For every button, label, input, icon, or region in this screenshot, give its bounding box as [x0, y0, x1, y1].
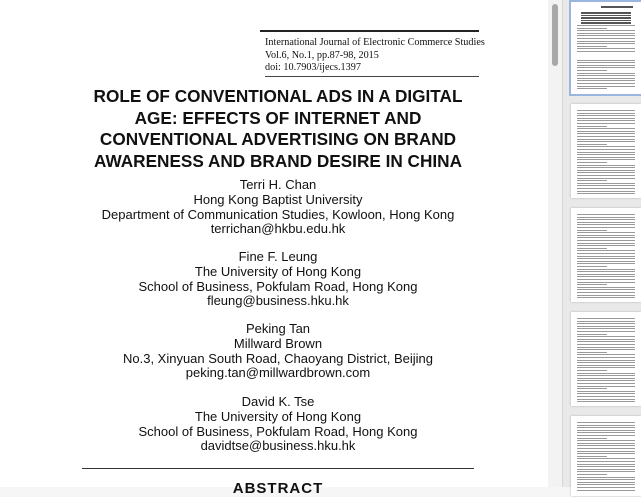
- thumbnail-text-line: [577, 110, 635, 111]
- author-address: No.3, Xinyuan South Road, Chaoyang District, Beijing: [122, 350, 433, 366]
- journal-header: [260, 30, 485, 77]
- thumbnail-text-line: [577, 253, 635, 254]
- thumbnail-text-line: [577, 284, 607, 285]
- thumbnail-text-line: [577, 193, 635, 194]
- thumbnail-text-line: [577, 393, 635, 394]
- thumbnail-text-line: [577, 440, 635, 441]
- thumbnail-text-line: [577, 123, 635, 124]
- thumbnail-text-line: [577, 80, 635, 81]
- thumbnail-text-line: [577, 131, 635, 132]
- thumbnail-text-line: [577, 422, 635, 423]
- thumbnail-text-line: [577, 339, 635, 340]
- thumbnail-text-line: [577, 391, 635, 392]
- thumbnail-text-line: [577, 152, 635, 153]
- thumbnail-text-line: [577, 378, 635, 379]
- abstract-heading: ABSTRACT: [232, 480, 324, 497]
- thumbnail-text-line: [577, 279, 635, 280]
- thumbnail-text-line: [577, 230, 607, 231]
- thumbnail-text-line: [577, 159, 635, 160]
- page-thumbnail-1[interactable]: [571, 2, 641, 94]
- thumbnail-text-line: [577, 250, 635, 251]
- thumbnail-text-line: [577, 30, 635, 31]
- title-line: AGE: EFFECTS OF INTERNET AND: [134, 107, 422, 128]
- author-name: Fine F. Leung: [238, 249, 318, 264]
- thumbnail-text-line: [577, 448, 635, 449]
- thumbnail-text-line: [577, 65, 635, 66]
- thumbnail-text-line: [577, 399, 635, 400]
- thumbnail-text-line: [577, 357, 635, 358]
- title-line: CONVENTIONAL ADVERTISING ON BRAND: [99, 129, 457, 149]
- thumbnail-text-line: [577, 258, 635, 259]
- author-block: [60, 250, 496, 309]
- author-address: School of Business, Pokfulam Road, Hong Kong: [138, 278, 418, 294]
- thumbnail-text-line: [577, 461, 635, 462]
- thumbnail-text-line: [577, 146, 635, 147]
- thumbnail-text-line: [577, 401, 635, 402]
- thumbnail-text-line: [577, 479, 635, 480]
- author-email: terrichan@hkbu.edu.hk: [210, 221, 346, 237]
- thumbnail-text-line: [577, 227, 635, 228]
- thumbnail-text-line: [577, 331, 635, 332]
- thumbnail-text-line: [577, 256, 635, 257]
- thumbnail-text-line: [577, 471, 635, 472]
- journal-name: International Journal of Electronic Commerce Studies: [265, 37, 485, 48]
- thumbnail-text-line: [577, 477, 635, 478]
- thumbnail-text-line: [577, 172, 635, 173]
- thumbnail-text-line: [577, 180, 607, 181]
- author-address: School of Business, Pokfulam Road, Hong Kong: [138, 423, 418, 439]
- thumbnail-text-line: [577, 443, 635, 444]
- thumbnail-text-line: [577, 365, 635, 366]
- thumbnail-text-line: [577, 383, 635, 384]
- thumbnail-text-line: [577, 141, 635, 142]
- thumbnail-text-line: [577, 386, 635, 387]
- thumbnail-text-line: [577, 73, 635, 74]
- thumbnail-text-line: [577, 297, 635, 298]
- thumbnail-text-line: [577, 175, 635, 176]
- page-thumbnail-3[interactable]: [571, 208, 641, 302]
- author-affiliation: The University of Hong Kong: [194, 263, 362, 279]
- thumbnail-text-line: [577, 170, 635, 171]
- page-thumbnail-2[interactable]: [571, 104, 641, 198]
- thumbnail-text-line: [577, 235, 635, 236]
- thumbnail-text-line: [577, 282, 635, 283]
- thumbnail-text-line: [577, 344, 635, 345]
- thumbnail-text-line: [577, 83, 635, 84]
- thumbnail-text-line: [577, 48, 635, 49]
- thumbnail-text-line: [577, 224, 635, 225]
- thumbnail-text-line: [577, 482, 635, 483]
- thumbnail-text-line: [577, 373, 635, 374]
- thumbnail-text-line: [577, 370, 607, 371]
- thumbnail-text-line: [581, 20, 631, 22]
- thumbnail-text-line: [577, 328, 635, 329]
- thumbnail-text-line: [581, 22, 631, 24]
- thumbnail-text-line: [577, 425, 635, 426]
- paper-title: [60, 86, 496, 172]
- thumbnail-text-line: [577, 318, 635, 319]
- thumbnail-text-line: [577, 219, 635, 220]
- thumbnail-text-line: [577, 466, 635, 467]
- author-email: peking.tan@millwardbrown.com: [185, 365, 371, 381]
- thumbnail-text-line: [577, 352, 607, 353]
- section-divider: [82, 468, 474, 469]
- thumbnail-text-line: [577, 289, 635, 290]
- thumbnail-text-line: [577, 274, 635, 275]
- author-email: davidtse@business.hku.hk: [200, 438, 356, 454]
- thumbnail-text-line: [577, 41, 635, 42]
- thumbnail-text-line: [581, 12, 631, 14]
- thumbnail-text-line: [577, 133, 635, 134]
- thumbnail-text-line: [577, 60, 635, 61]
- thumbnail-text-line: [577, 362, 635, 363]
- thumbnail-text-line: [577, 445, 635, 446]
- thumbnail-text-line: [577, 113, 635, 114]
- thumbnail-text-line: [581, 17, 631, 19]
- thumbnail-text-line: [577, 51, 635, 52]
- thumbnail-text-line: [577, 464, 635, 465]
- page-thumbnail-sidebar: [562, 0, 641, 487]
- thumbnail-text-line: [577, 396, 635, 397]
- author-block: [60, 395, 496, 454]
- thumbnail-text-line: [577, 139, 635, 140]
- thumbnail-text-line: [577, 46, 607, 47]
- author-email: fleung@business.hku.hk: [207, 293, 349, 309]
- title-line: AWARENESS AND BRAND DESIRE IN CHINA: [94, 150, 462, 171]
- thumbnail-text-line: [577, 427, 635, 428]
- thumbnail-text-line: [577, 118, 635, 119]
- thumbnail-text-line: [577, 191, 635, 192]
- thumbnail-text-line: [577, 120, 635, 121]
- thumbnail-text-line: [577, 188, 635, 189]
- thumbnail-text-line: [577, 484, 635, 485]
- thumbnail-text-line: [577, 33, 635, 34]
- thumbnail-text-line: [577, 341, 635, 342]
- journal-doi: doi: 10.7903/ijecs.1397: [265, 62, 361, 73]
- author-block: [60, 178, 496, 237]
- thumbnail-text-line: [577, 28, 607, 29]
- thumbnail-text-line: [577, 490, 635, 491]
- thumbnail-text-line: [577, 232, 635, 233]
- thumbnail-text-line: [577, 217, 635, 218]
- thumbnail-text-line: [577, 240, 635, 241]
- thumbnail-text-line: [577, 243, 635, 244]
- thumbnail-text-line: [577, 336, 635, 337]
- thumbnail-text-line: [577, 149, 635, 150]
- title-line: ROLE OF CONVENTIONAL ADS IN A DIGITAL: [93, 86, 463, 106]
- thumbnail-text-line: [577, 67, 635, 68]
- thumbnail-text-line: [577, 487, 635, 488]
- author-affiliation: The University of Hong Kong: [194, 408, 362, 424]
- thumbnail-text-line: [577, 474, 607, 475]
- thumbnail-text-line: [577, 354, 635, 355]
- thumbnail-text-line: [577, 214, 635, 215]
- thumbnail-text-line: [577, 269, 635, 270]
- author-affiliation: Millward Brown: [233, 335, 323, 351]
- thumbnail-text-line: [577, 162, 607, 163]
- thumbnail-text-line: [577, 375, 635, 376]
- thumbnail-text-line: [577, 154, 635, 155]
- thumbnail-text-line: [577, 458, 635, 459]
- thumbnail-text-line: [577, 451, 635, 452]
- author-name: David K. Tse: [241, 394, 315, 409]
- journal-volume: Vol.6, No.1, pp.87-98, 2015: [265, 49, 379, 61]
- thumbnail-text-line: [577, 321, 635, 322]
- thumbnail-text-line: [577, 35, 635, 36]
- thumbnail-text-line: [577, 88, 607, 89]
- thumbnail-text-line: [577, 349, 635, 350]
- thumbnail-text-line: [577, 326, 635, 327]
- thumbnail-text-line: [577, 128, 635, 129]
- thumbnail-text-line: [577, 25, 635, 26]
- thumbnail-text-line: [577, 432, 635, 433]
- thumbnail-text-line: [577, 70, 607, 71]
- thumbnail-text-line: [577, 126, 607, 127]
- thumbnail-text-line: [577, 115, 635, 116]
- thumbnail-text-line: [577, 334, 607, 335]
- thumbnail-text-line: [577, 271, 635, 272]
- thumbnail-text-line: [577, 183, 635, 184]
- thumbnail-text-line: [577, 261, 635, 262]
- thumbnail-text-line: [577, 456, 607, 457]
- thumbnail-text-line: [577, 86, 635, 87]
- scrollbar-thumb[interactable]: [552, 4, 558, 66]
- thumbnail-text-line: [601, 6, 633, 8]
- thumbnail-text-line: [577, 38, 635, 39]
- thumbnail-text-line: [577, 185, 635, 186]
- thumbnail-text-line: [577, 62, 635, 63]
- author-name: Peking Tan: [245, 321, 311, 336]
- thumbnail-text-line: [577, 360, 635, 361]
- thumbnail-text-line: [581, 15, 631, 17]
- thumbnail-text-line: [577, 276, 635, 277]
- author-name: Terri H. Chan: [239, 177, 317, 192]
- thumbnail-text-line: [577, 248, 607, 249]
- thumbnail-text-line: [577, 292, 635, 293]
- thumbnail-text-line: [577, 266, 607, 267]
- thumbnail-text-line: [577, 178, 635, 179]
- thumbnail-text-line: [577, 430, 635, 431]
- thumbnail-text-line: [577, 222, 635, 223]
- thumbnail-text-line: [577, 388, 607, 389]
- thumbnail-text-line: [577, 75, 635, 76]
- thumbnail-text-line: [577, 167, 635, 168]
- author-block: [60, 322, 496, 381]
- thumbnail-text-line: [577, 380, 635, 381]
- thumbnail-text-line: [577, 347, 635, 348]
- thumbnail-text-line: [577, 453, 635, 454]
- thumbnail-text-line: [577, 157, 635, 158]
- thumbnail-text-line: [577, 323, 635, 324]
- thumbnail-text-line: [577, 367, 635, 368]
- thumbnail-text-line: [577, 78, 635, 79]
- thumbnail-text-line: [577, 43, 635, 44]
- author-affiliation: Hong Kong Baptist University: [193, 191, 363, 207]
- page-thumbnail-4[interactable]: [571, 312, 641, 406]
- thumbnail-text-line: [577, 287, 635, 288]
- thumbnail-text-line: [577, 438, 607, 439]
- thumbnail-text-line: [577, 136, 635, 137]
- thumbnail-text-line: [577, 245, 635, 246]
- thumbnail-text-line: [577, 435, 635, 436]
- thumbnail-text-line: [577, 263, 635, 264]
- page-thumbnail-5[interactable]: [571, 416, 641, 496]
- thumbnail-text-line: [577, 295, 635, 296]
- thumbnail-text-line: [577, 237, 635, 238]
- thumbnail-text-line: [577, 469, 635, 470]
- scrollbar-track[interactable]: [548, 0, 562, 487]
- thumbnail-text-line: [577, 165, 635, 166]
- author-address: Department of Communication Studies, Kowloon, Hong Kong: [101, 206, 455, 222]
- thumbnail-text-line: [577, 144, 607, 145]
